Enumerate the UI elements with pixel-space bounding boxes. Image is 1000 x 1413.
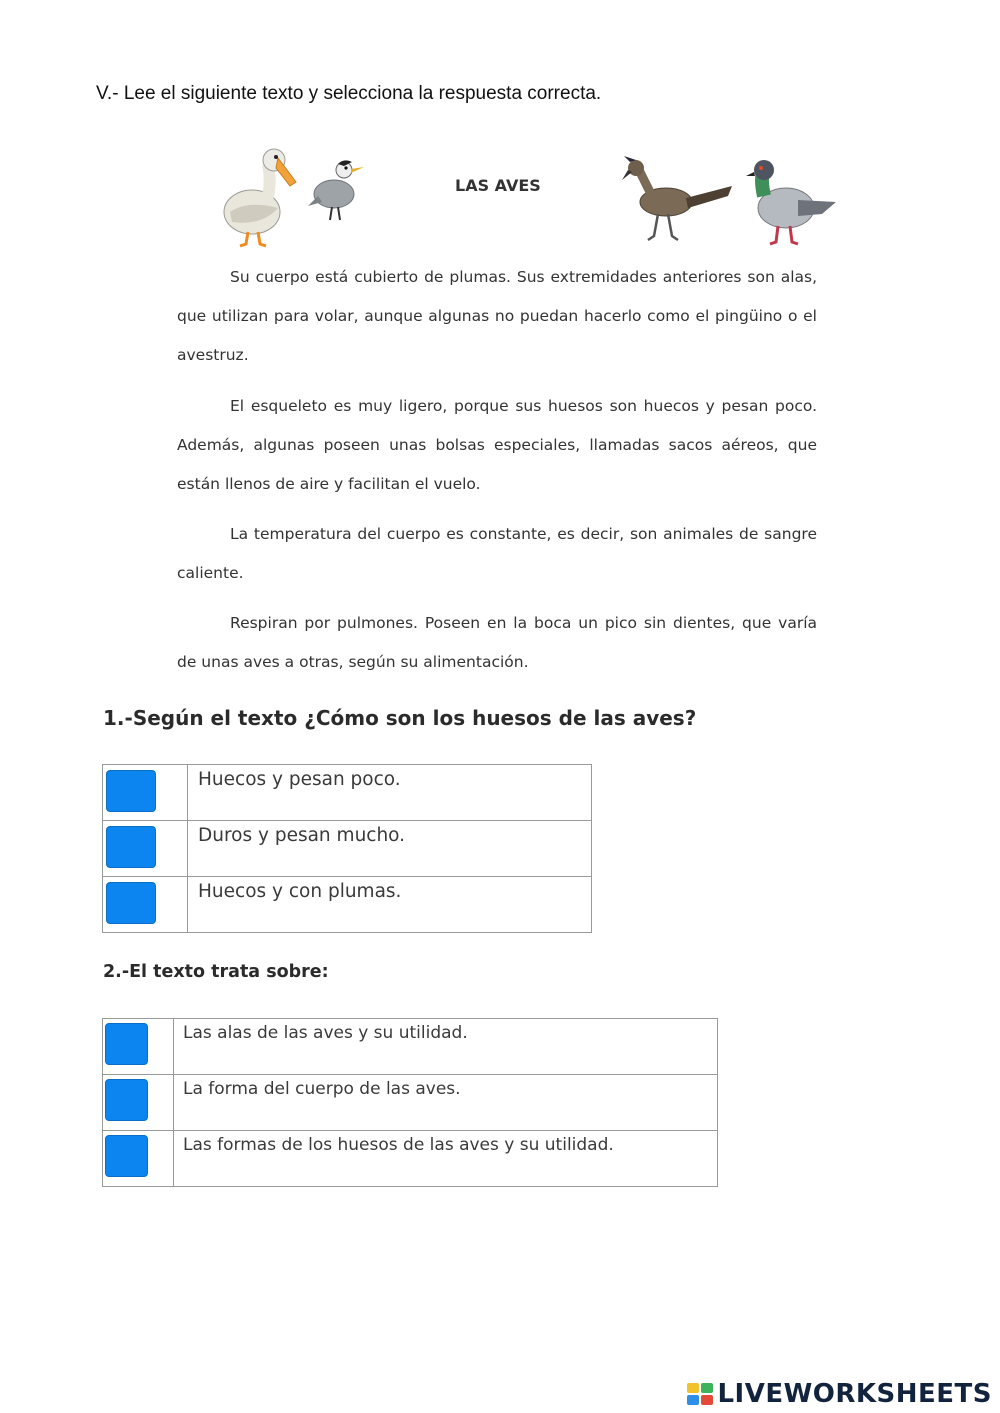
liveworksheets-logo[interactable]	[687, 1379, 992, 1409]
reading-paragraph: Respiran por pulmones. Poseen en la boca un pico sin dientes, que varía de unas aves a otras, según su alimentación.	[177, 614, 817, 671]
option-label: Huecos y con plumas.	[188, 877, 592, 933]
instruction-text: V.- Lee el siguiente texto y selecciona la respuesta correcta.	[96, 83, 602, 104]
option-row	[103, 1131, 718, 1187]
option-checkbox[interactable]	[106, 770, 156, 812]
option-checkbox[interactable]	[106, 882, 156, 924]
reading-title: LAS AVES	[455, 176, 541, 195]
option-label: Las formas de los huesos de las aves y su utilidad.	[174, 1131, 718, 1187]
option-checkbox[interactable]	[105, 1023, 148, 1065]
option-row	[103, 1075, 718, 1131]
reading-paragraph: El esqueleto es muy ligero, porque sus huesos son huecos y pesan poco. Además, algunas poseen unas bolsas especiales, llamadas sacos aéreos, que están llenos de aire y facilitan el vuelo.	[177, 397, 817, 493]
question-1-title: 1.-Según el texto ¿Cómo son los huesos de las aves?	[103, 706, 697, 730]
question-2-title: 2.-El texto trata sobre:	[103, 962, 329, 982]
option-checkbox[interactable]	[106, 826, 156, 868]
heron-illustration	[304, 150, 366, 224]
option-label: La forma del cuerpo de las aves.	[174, 1075, 718, 1131]
option-row	[103, 821, 592, 877]
logo-text: LIVEWORKSHEETS	[717, 1379, 992, 1409]
pelican-illustration	[218, 142, 298, 250]
option-row	[103, 765, 592, 821]
pigeon-illustration	[742, 156, 838, 250]
question-2-options	[102, 1018, 718, 1187]
logo-grid-icon	[687, 1383, 713, 1405]
option-checkbox[interactable]	[105, 1135, 148, 1177]
option-row	[103, 877, 592, 933]
option-label: Huecos y pesan poco.	[188, 765, 592, 821]
option-row	[103, 1019, 718, 1075]
question-1-options	[102, 764, 592, 933]
roadrunner-illustration	[622, 156, 734, 250]
option-checkbox[interactable]	[105, 1079, 148, 1121]
reading-paragraph: Su cuerpo está cubierto de plumas. Sus extremidades anteriores son alas, que utilizan para volar, aunque algunas no puedan hacerlo como el pingüino o el avestruz.	[177, 268, 817, 364]
option-label: Duros y pesan mucho.	[188, 821, 592, 877]
option-label: Las alas de las aves y su utilidad.	[174, 1019, 718, 1075]
reading-paragraph: La temperatura del cuerpo es constante, es decir, son animales de sangre caliente.	[177, 525, 817, 582]
